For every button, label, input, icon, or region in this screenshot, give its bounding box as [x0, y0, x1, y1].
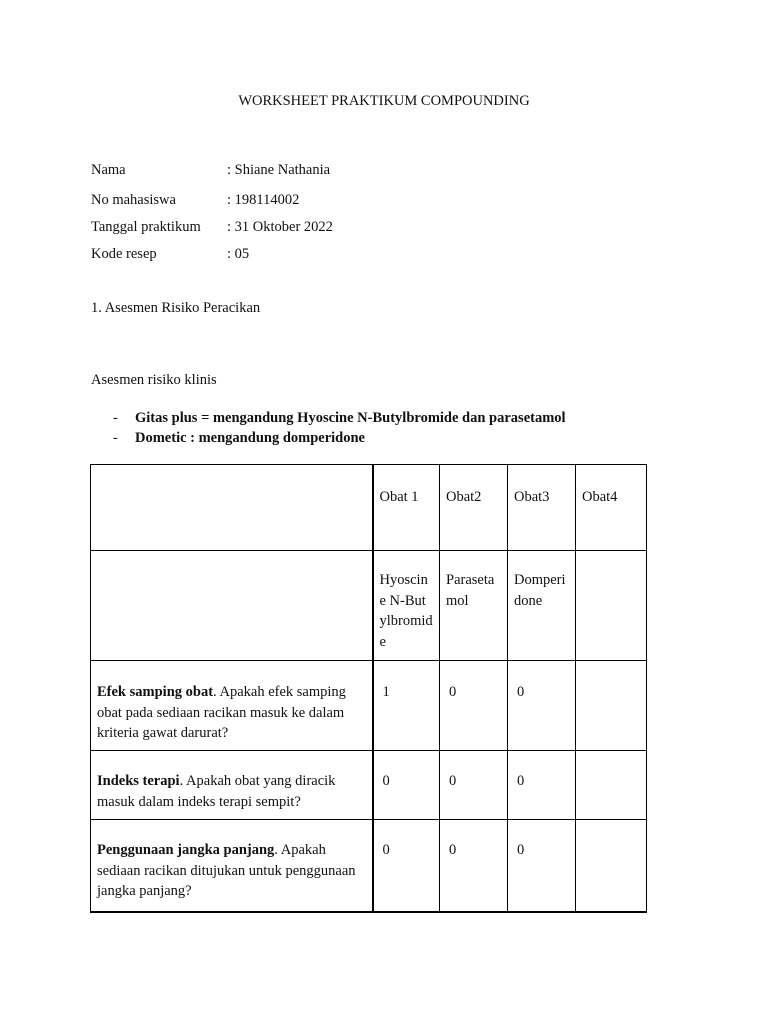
drug-name-cell: Domperidone — [508, 551, 576, 661]
list-item — [113, 408, 566, 428]
subheading: Asesmen risiko klinis — [91, 372, 217, 388]
criteria-question: . Apakah efek samping obat pada sediaan racikan masuk ke dalam kriteria gawat darurat? — [97, 684, 346, 741]
score-cell: 0 — [440, 661, 508, 751]
bullet-dash: - — [113, 410, 118, 426]
criteria-cell — [91, 751, 373, 820]
column-header: Obat4 — [576, 465, 647, 551]
column-header: Obat3 — [508, 465, 576, 551]
score-cell: 0 — [508, 751, 576, 820]
score-cell: 0 — [440, 751, 508, 820]
info-label: Kode resep — [91, 246, 157, 262]
score-cell: 1 — [373, 661, 440, 751]
bullet-dash: - — [113, 430, 118, 446]
criteria-question: . Apakah sediaan racikan ditujukan untuk penggunaan jangka panjang? — [97, 842, 356, 899]
table-row — [91, 661, 647, 751]
info-value: : 05 — [227, 246, 250, 262]
list-item — [113, 428, 566, 448]
info-label: Nama — [91, 162, 126, 178]
bullet-text: Gitas plus = mengandung Hyoscine N-Butylbromide dan parasetamol — [135, 410, 566, 426]
drug-name-cell — [576, 551, 647, 661]
bullet-text: Dometic : mengandung domperidone — [135, 430, 365, 446]
drug-name-cell: Hyoscine N-Butylbromide — [373, 551, 440, 661]
drug-name-cell: Parasetamol — [440, 551, 508, 661]
table-row — [91, 751, 647, 820]
score-cell: 0 — [373, 751, 440, 820]
info-label: Tanggal praktikum — [91, 219, 201, 235]
column-header: Obat 1 — [373, 465, 440, 551]
criteria-cell — [91, 820, 373, 912]
score-cell: 0 — [508, 661, 576, 751]
bullet-list — [113, 408, 566, 448]
score-cell — [576, 820, 647, 912]
criteria-title: Penggunaan jangka panjang — [97, 842, 275, 858]
table-cell-empty — [91, 551, 373, 661]
score-cell: 0 — [373, 820, 440, 912]
table-header-row — [91, 465, 647, 551]
score-cell: 0 — [440, 820, 508, 912]
criteria-cell — [91, 661, 373, 751]
score-cell — [576, 661, 647, 751]
criteria-title: Indeks terapi — [97, 773, 180, 789]
score-cell: 0 — [508, 820, 576, 912]
info-value: : 31 Oktober 2022 — [227, 219, 333, 235]
table-row-drug-names — [91, 551, 647, 661]
table-cell-empty — [91, 465, 373, 551]
table-row — [91, 820, 647, 912]
info-label: No mahasiswa — [91, 192, 176, 208]
worksheet-title: WORKSHEET PRAKTIKUM COMPOUNDING — [238, 93, 530, 109]
risk-assessment-table — [90, 464, 647, 913]
section-heading: 1. Asesmen Risiko Peracikan — [91, 300, 261, 316]
score-cell — [576, 751, 647, 820]
info-value: : 198114002 — [227, 192, 300, 208]
criteria-question: . Apakah obat yang diracik masuk dalam indeks terapi sempit? — [97, 773, 336, 810]
column-header: Obat2 — [440, 465, 508, 551]
criteria-title: Efek samping obat — [97, 684, 214, 700]
info-value: : Shiane Nathania — [227, 162, 331, 178]
